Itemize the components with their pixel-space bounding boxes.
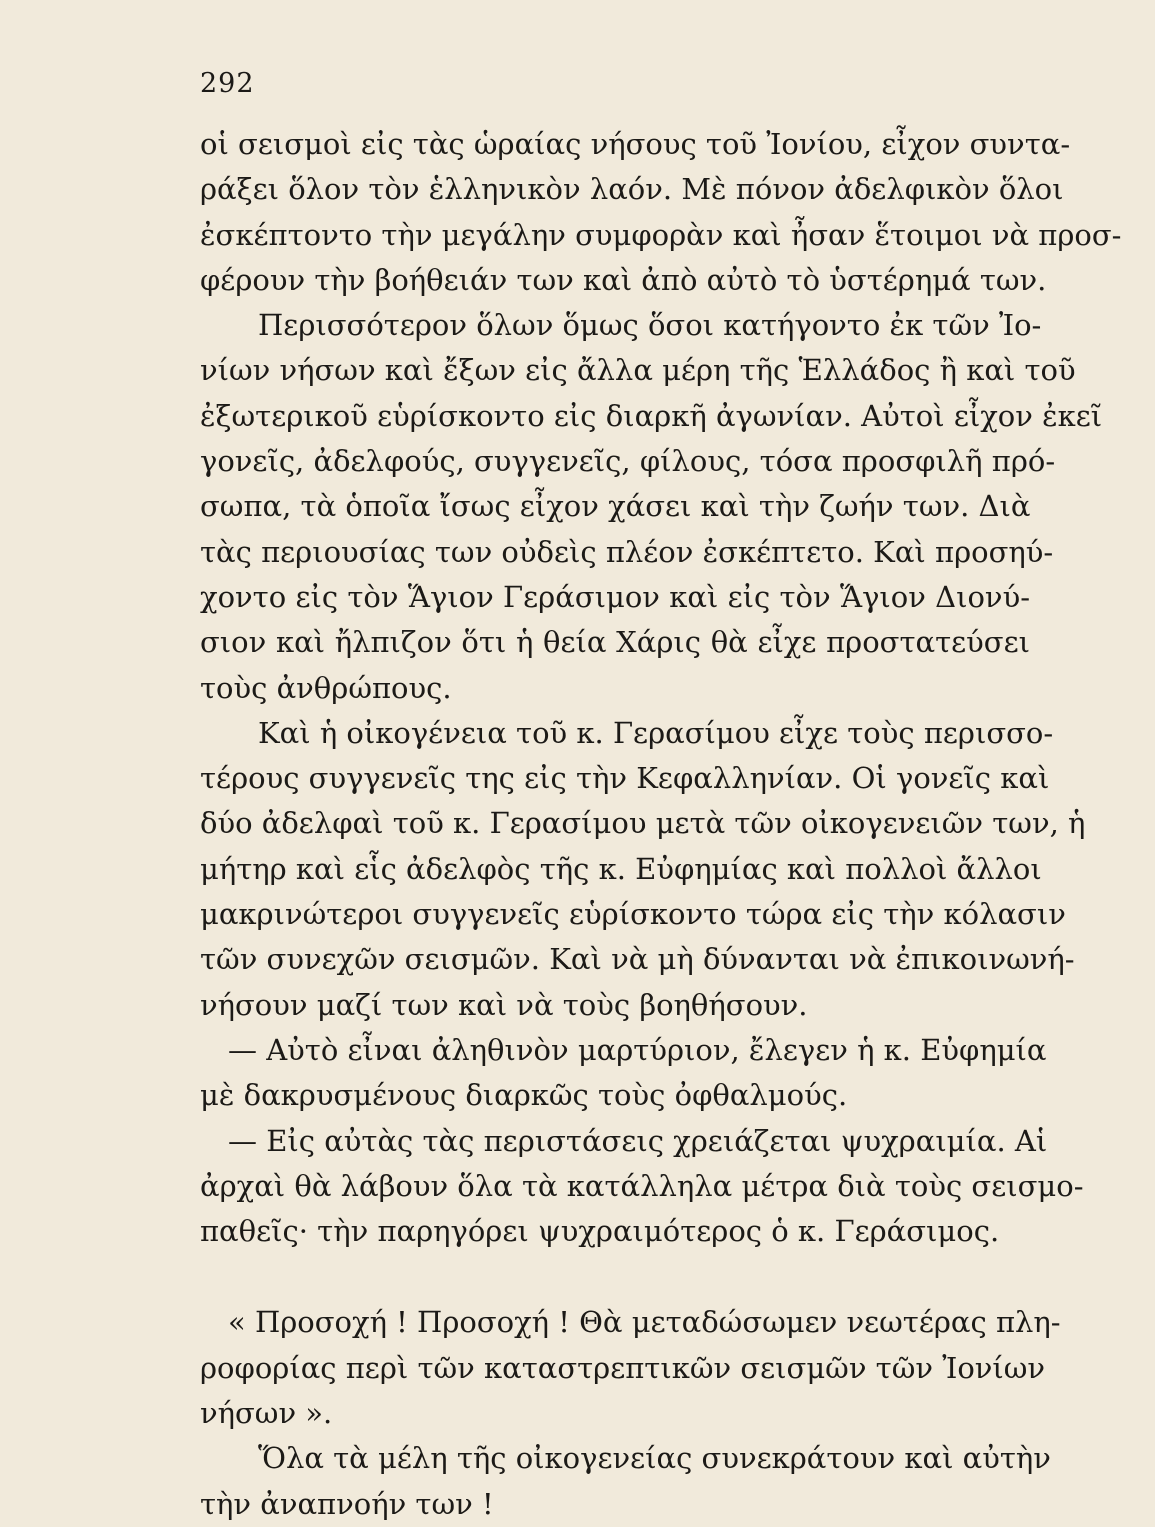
text-line: — Εἰς αὐτὰς τὰς περιστάσεις χρειάζεται ψυχραιμία. Αἱ: [228, 1123, 1048, 1158]
text-line: τὴν ἀναπνοήν των !: [200, 1486, 494, 1521]
text-line: χοντο εἰς τὸν Ἅγιον Γεράσιμον καὶ εἰς τὸν Ἅγιον Διονύ-: [200, 579, 1030, 614]
text-line: — Αὐτὸ εἶναι ἀληθινὸν μαρτύριον, ἔλεγεν ἡ κ. Εὐφημία: [228, 1032, 1047, 1067]
paragraph-1: [200, 122, 1122, 303]
text-line: γονεῖς, ἀδελφούς, συγγενεῖς, φίλους, τόσα προσφιλῆ πρό-: [200, 444, 1056, 479]
text-line: δύο ἀδελφαὶ τοῦ κ. Γερασίμου μετὰ τῶν οἰκογενειῶν των, ἡ: [200, 806, 1086, 841]
text-line: Καὶ ἡ οἰκογένεια τοῦ κ. Γερασίμου εἶχε τοὺς περισσο-: [258, 715, 1054, 750]
text-line: Περισσότερον ὅλων ὅμως ὅσοι κατήγοντο ἐκ τῶν Ἰο-: [258, 308, 1042, 343]
text-line: τῶν συνεχῶν σεισμῶν. Καὶ νὰ μὴ δύνανται νὰ ἐπικοινωνή-: [200, 942, 1075, 977]
text-line: μακρινώτεροι συγγενεῖς εὑρίσκοντο τώρα εἰς τὴν κόλασιν: [200, 897, 1066, 932]
paragraph-3: [200, 711, 1086, 1028]
page-number: 292: [200, 68, 255, 99]
paragraph-5: [200, 1119, 1084, 1255]
text-line: τοὺς ἀνθρώπους.: [200, 670, 452, 705]
text-line: Ὅλα τὰ μέλη τῆς οἰκογενείας συνεκράτουν καὶ αὐτὴν: [258, 1441, 1051, 1476]
text-line: νήσουν μαζί των καὶ νὰ τοὺς βοηθήσουν.: [200, 987, 808, 1022]
text-line: μὲ δακρυσμένους διαρκῶς τοὺς ὀφθαλμούς.: [200, 1078, 848, 1113]
text-line: τέρους συγγενεῖς της εἰς τὴν Κεφαλληνίαν. Οἱ γονεῖς καὶ: [200, 761, 1050, 796]
text-line: μήτηρ καὶ εἷς ἀδελφὸς τῆς κ. Εὐφημίας καὶ πολλοὶ ἄλλοι: [200, 851, 1042, 886]
paragraph-6: [200, 1300, 1061, 1436]
text-line: οἱ σεισμοὶ εἰς τὰς ὡραίας νήσους τοῦ Ἰονίου, εἶχον συντα-: [200, 127, 1071, 161]
text-line: ἀρχαὶ θὰ λάβουν ὅλα τὰ κατάλληλα μέτρα διὰ τοὺς σεισμο-: [200, 1168, 1084, 1203]
text-line: ροφορίας περὶ τῶν καταστρεπτικῶν σεισμῶν τῶν Ἰονίων: [200, 1350, 1046, 1385]
text-line: σωπα, τὰ ὁποῖα ἴσως εἶχον χάσει καὶ τὴν ζωήν των. Διὰ: [200, 489, 1031, 524]
text-line: ἐσκέπτοντο τὴν μεγάλην συμφορὰν καὶ ἦσαν ἕτοιμοι νὰ προσ-: [200, 217, 1122, 252]
paragraph-7: [200, 1436, 1051, 1527]
text-line: τὰς περιουσίας των οὐδεὶς πλέον ἐσκέπτετο. Καὶ προσηύ-: [200, 534, 1054, 569]
text-line: νίων νήσων καὶ ἔξων εἰς ἄλλα μέρη τῆς Ἑλλάδος ἢ καὶ τοῦ: [200, 353, 1076, 388]
text-line: παθεῖς· τὴν παρηγόρει ψυχραιμότερος ὁ κ. Γεράσιμος.: [200, 1214, 1000, 1249]
text-line: σιον καὶ ἤλπιζον ὅτι ἡ θεία Χάρις θὰ εἶχε προστατεύσει: [200, 625, 1030, 660]
text-line: « Προσοχή ! Προσοχή ! Θὰ μεταδώσωμεν νεωτέρας πλη-: [228, 1305, 1061, 1340]
paragraph-4: [200, 1028, 1047, 1119]
text-line: ἐξωτερικοῦ εὑρίσκοντο εἰς διαρκῆ ἀγωνίαν. Αὐτοὶ εἶχον ἐκεῖ: [200, 398, 1103, 433]
paragraph-2: [200, 303, 1103, 711]
text-line: φέρουν τὴν βοήθειάν των καὶ ἀπὸ αὐτὸ τὸ ὑστέρημά των.: [200, 262, 1047, 297]
page-body: [200, 122, 1122, 1527]
text-line: νήσων ».: [200, 1396, 333, 1431]
text-line: ράξει ὅλον τὸν ἑλληνικὸν λαόν. Μὲ πόνον ἀδελφικὸν ὅλοι: [200, 172, 1064, 207]
section-gap: [200, 1254, 1030, 1300]
